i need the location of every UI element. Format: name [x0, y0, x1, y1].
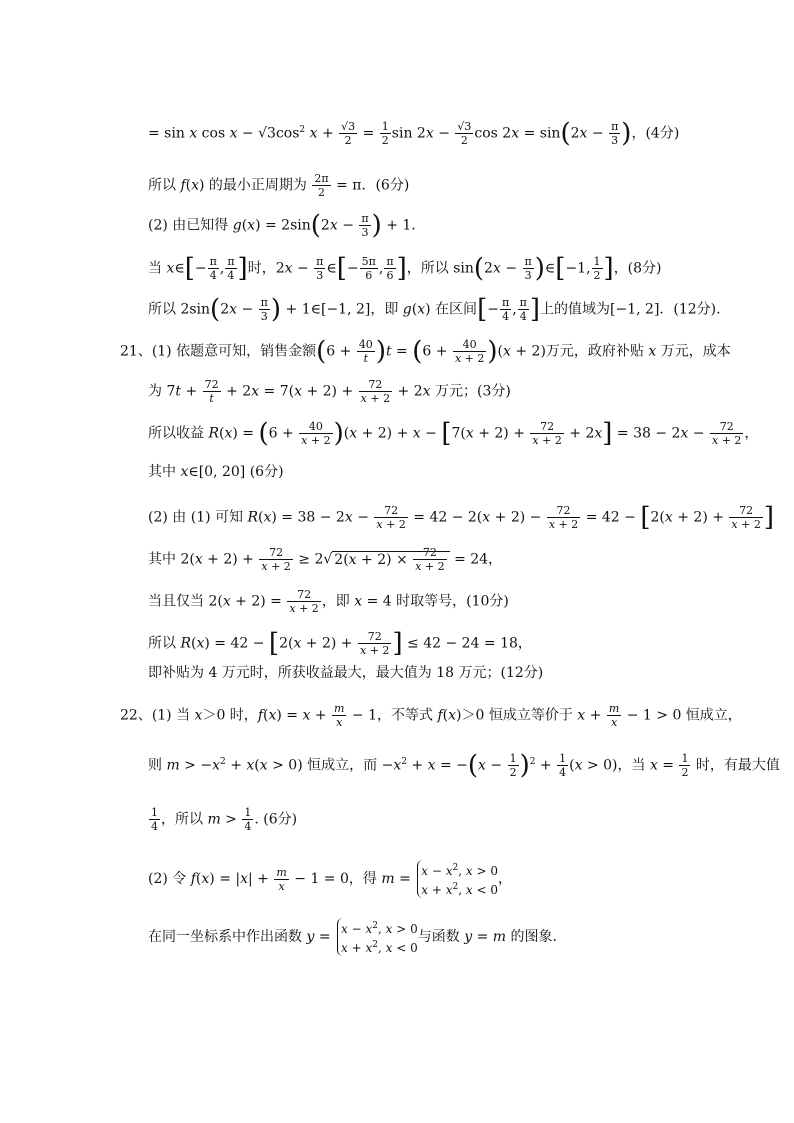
q22-line-4: (2) 令 f(x) = |x| + $\frac{m}{x}$ − 1 = 0，得 $m = x - x^2$, x > 0 $x + x^2$, x < 0，: [148, 860, 512, 898]
solution-line-1: = sin x $\cos x - √3\cos^2$ x + $\frac{√3}{2}$ = $\frac{1}{2}$ sin 2x − $\frac{√3}{2}$ cos 2x = sin(2x − $\frac{\pi}{3}$ )，(4分): [148, 118, 680, 149]
q21-line-2: 为 7t + $\frac{72}{t}$ + 2x = 7(x + 2) + $\frac{72}{x + 2}$ + 2x 万元；(3分): [148, 378, 511, 405]
q22-line-1: 22、(1) 当 x＞0 时，f(x) = x + $\frac{m}{x}$ − 1，不等式 f(x)＞0 恒成立等价于 x + $\frac{m}{x}$ − 1 > 0 恒成立，: [120, 702, 742, 729]
q21-line-9: 即补贴为 4 万元时，所获收益最大，最大值为 18 万元；(12分): [148, 665, 544, 681]
q21-line-3: 所以收益 R(x) = (6 + $\frac{40}{x + 2}$ )(x + 2) + x − [7(x + 2) + $\frac{72}{x + 2}$ + 2x] = 38 − 2x − $\frac{72}{x + 2}$ ，: [148, 418, 759, 449]
q21-line-5: (2) 由 (1) 可知 R(x) = 38 − 2x − $\frac{72}{x + 2}$ = 42 − 2(x + 2) − $\frac{72}{x + 2}$ = 42 − [2(x + 2) + $\frac{72}{x + 2}$ ]: [148, 502, 775, 533]
q21-line-4: 其中 x∈[0, 20] (6分): [148, 464, 284, 480]
q22-line-2: 则 $m > -x^2 + x(x > 0)$ 恒成立，而 $-x^2 + x = -(x$ − $\frac{1}{2}$ )$^2$ + $\frac{1}{4}$ (x > 0)，当 x = $\frac{1}{2}$ 时，有最大值: [148, 750, 780, 781]
solution-line-4: 当 x∈[− $\frac{\pi}{4}$ , $\frac{\pi}{4}$ ]时，2x − $\frac{\pi}{3}$ ∈[− $\frac{5\pi}{6}$ , $\frac{\pi}{6}$ ]，所以 sin(2x − $\frac{\pi}{3}$ )∈[−1, $\frac{1}{2}$ ]，(8分): [148, 253, 662, 284]
q22-line-5: 在同一坐标系中作出函数 $y = x - x^2$, x > 0 $x + x^2$, x < 0与函数 y = m 的图象．: [148, 918, 567, 956]
q21-line-8: 所以 R(x) = 42 − [2(x + 2) + $\frac{72}{x + 2}$ ] ≤ 42 − 24 = 18，: [148, 628, 532, 659]
q22-line-3: $\frac{1}{4}$ ，所以 m > $\frac{1}{4}$ . (6分): [151, 806, 298, 833]
q21-line-7: 当且仅当 2(x + 2) = $\frac{72}{x + 2}$ ，即 x = 4 时取等号，(10分): [148, 588, 509, 615]
q21-line-1: 21、(1) 依题意可知，销售金额(6 + $\frac{40}{t}$ )t = (6 + $\frac{40}{x + 2}$ )(x + 2)万元，政府补贴 x 万元，成本: [120, 336, 731, 367]
q21-line-6: 其中 2(x + 2) + $\frac{72}{x + 2}$ ≥ 2√ 2(x + 2) × $\frac{72}{x + 2}$ = 24，: [148, 546, 503, 573]
solution-line-3: (2) 由已知得 g(x) = 2sin(2x − $\frac{\pi}{3}$ ) + 1．: [148, 210, 426, 241]
solution-line-2: 所以 f(x) 的最小正周期为 $\frac{2\pi}{2}$ = π．(6分): [148, 172, 410, 199]
solution-line-5: 所以 2sin(2x − $\frac{\pi}{3}$ ) + 1∈[−1, 2]，即 g(x) 在区间[− $\frac{\pi}{4}$ , $\frac{\pi}{4}$ ]上的值域为[−1, 2]．(12分).: [148, 294, 721, 325]
